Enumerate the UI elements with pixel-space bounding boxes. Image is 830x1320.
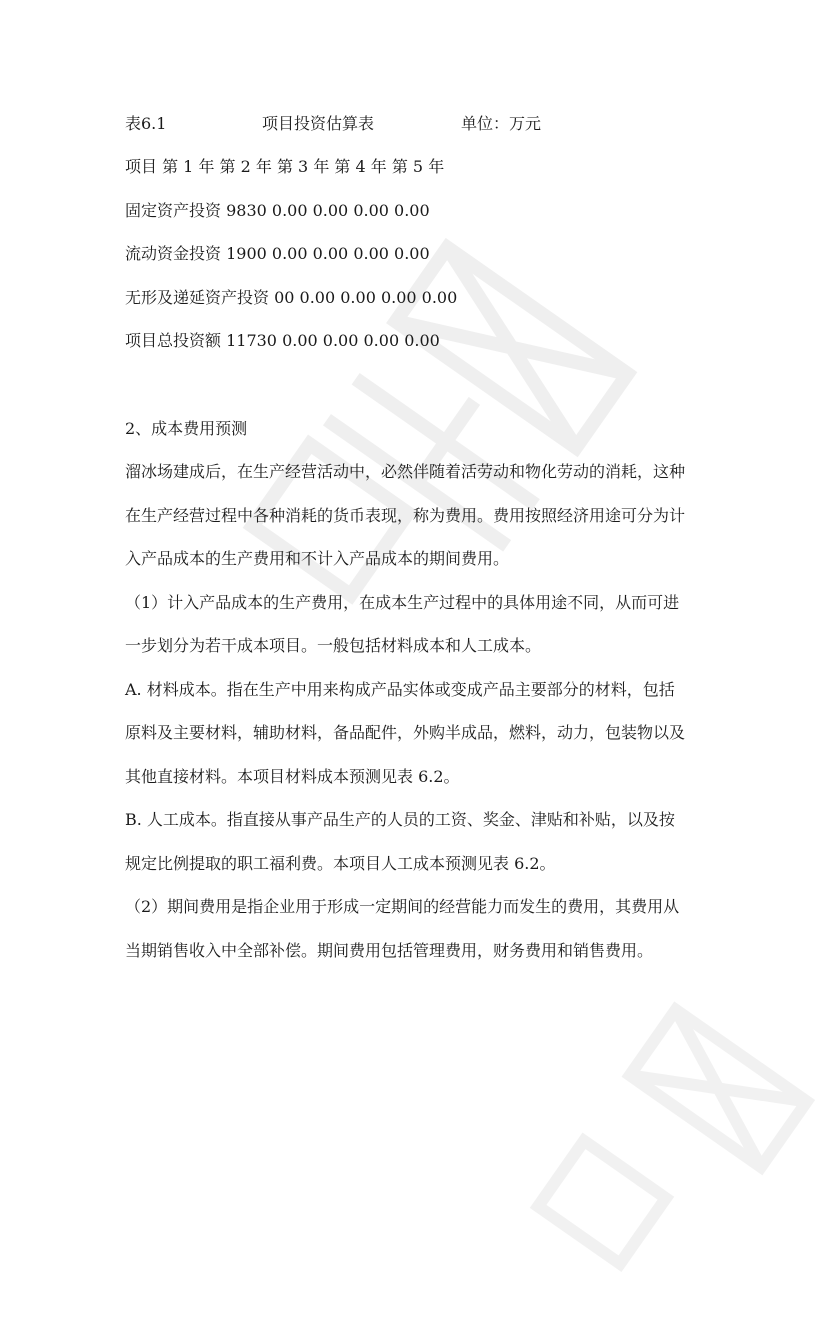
paragraph-line: 其他直接材料。本项目材料成本预测见表 6.2。 [125,767,460,786]
table-row-intangible-assets: 无形及递延资产投资 00 0.00 0.00 0.00 0.00 [125,288,458,307]
paragraph-line: 入产品成本的生产费用和不计入产品成本的期间费用。 [125,549,510,568]
watermark-logo [208,208,672,691]
paragraph-line: 溜冰场建成后，在生产经营活动中，必然伴随着活劳动和物化劳动的消耗，这种 [125,462,686,481]
paragraph-line: 规定比例提取的职工福利费。本项目人工成本预测见表 6.2。 [125,854,556,873]
paragraph-line: （1）计入产品成本的生产费用，在成本生产过程中的具体用途不同，从而可进 [125,593,680,612]
table-unit: 单位：万元 [461,114,542,133]
paragraph-line: A. 材料成本。指在生产中用来构成产品实体或变成产品主要部分的材料，包括 [125,680,675,699]
paragraph-line: 在生产经营过程中各种消耗的货币表现，称为费用。费用按照经济用途可分为计 [125,506,686,525]
paragraph-line: 一步划分为若干成本项目。一般包括材料成本和人工成本。 [125,636,542,655]
section-title: 2、成本费用预测 [125,419,248,438]
paragraph-line: B. 人工成本。指直接从事产品生产的人员的工资、奖金、津贴和补贴，以及按 [125,810,675,829]
watermark-logo-lower [502,960,830,1320]
table-row-working-capital: 流动资金投资 1900 0.00 0.00 0.00 0.00 [125,244,430,263]
table-title: 项目投资估算表 [262,114,375,133]
table-header-row: 项目 第 1 年 第 2 年 第 3 年 第 4 年 第 5 年 [125,157,445,176]
table-row-fixed-assets: 固定资产投资 9830 0.00 0.00 0.00 0.00 [125,201,430,220]
paragraph-line: （2）期间费用是指企业用于形成一定期间的经营能力而发生的费用，其费用从 [125,897,680,916]
paragraph-line: 当期销售收入中全部补偿。期间费用包括管理费用，财务费用和销售费用。 [125,941,654,960]
paragraph-line: 原料及主要材料，辅助材料，备品配件，外购半成品，燃料，动力，包装物以及 [125,723,686,742]
table-label: 表6.1 [125,114,167,133]
table-row-total-investment: 项目总投资额 11730 0.00 0.00 0.00 0.00 [125,331,440,350]
